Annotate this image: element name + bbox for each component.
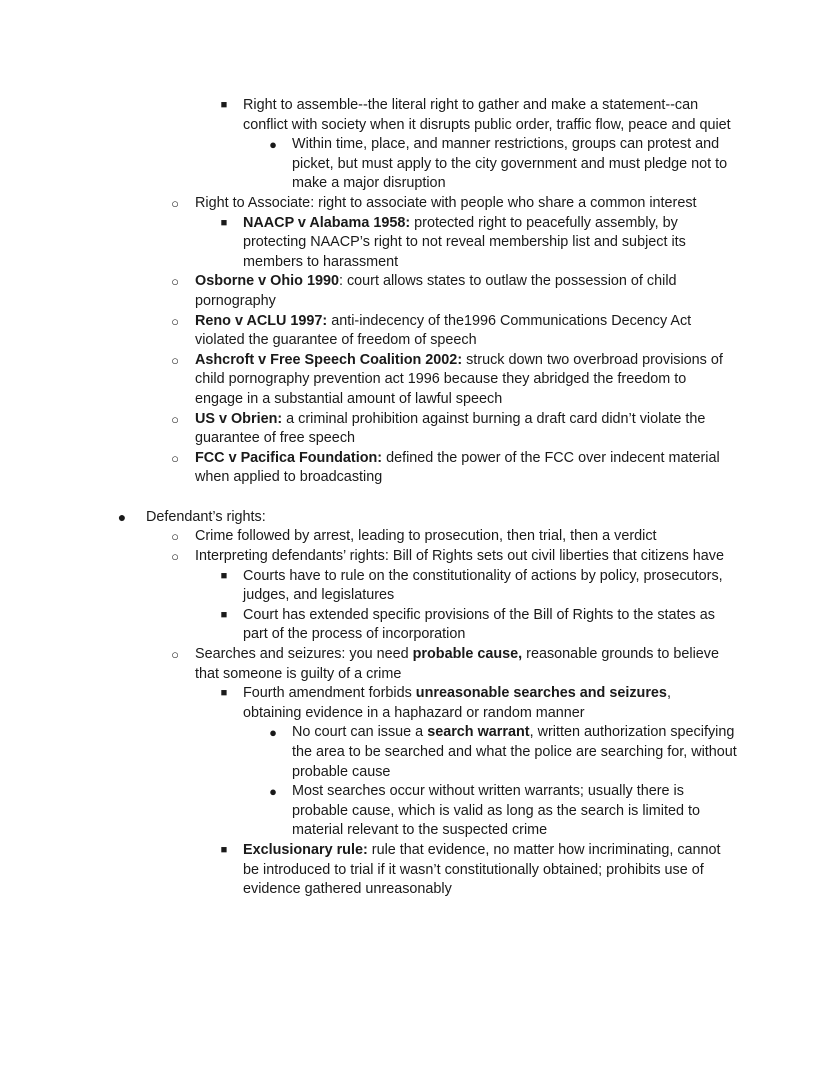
list-item xyxy=(220,567,733,606)
section-spacer xyxy=(0,488,828,508)
bold-term: US v Obrien: xyxy=(195,410,283,427)
list-item xyxy=(171,272,730,311)
filled-circle-bullet-icon: ● xyxy=(269,137,277,153)
text-run: struck down two overbroad provisions of child pornography prevention act 1996 because they abridged the freedom to engage in a substantial amount of lawful speech xyxy=(195,351,723,407)
text-run: rule that evidence, no matter how incriminating, cannot be introduced to trial if it wasn’t constitutionally obtained; prohibits use of evidence gathered unreasonably xyxy=(243,841,721,898)
bold-term: Osborne v Ohio 1990 xyxy=(195,273,339,290)
hollow-circle-bullet-icon: ○ xyxy=(171,549,179,565)
text-run: Searches and seizures: you need xyxy=(195,646,413,663)
hollow-circle-bullet-icon: ○ xyxy=(171,195,179,211)
bold-term: unreasonable searches and seizures xyxy=(415,685,667,702)
text-run: No court can issue a xyxy=(292,724,428,741)
bold-term: probable cause, xyxy=(412,646,523,663)
square-bullet-icon: ■ xyxy=(220,99,228,111)
text-run: Within time, place, and manner restrictions, groups can protest and picket, but must apply to the city government and must pledge not to make a major disruption xyxy=(292,136,728,192)
list-item xyxy=(220,841,733,900)
text-run: reasonable grounds to believe that someone is guilty of a crime xyxy=(195,646,719,682)
bold-term: Reno v ACLU 1997: xyxy=(195,312,328,329)
list-item xyxy=(171,645,730,684)
text-run: protected right to peacefully assembly, by protecting NAACP’s right to not reveal membership list and subject its members to harassment xyxy=(243,214,686,270)
list-item xyxy=(269,782,740,841)
text-run: Fourth amendment forbids xyxy=(243,685,416,702)
hollow-circle-bullet-icon: ○ xyxy=(171,529,179,545)
hollow-circle-bullet-icon: ○ xyxy=(171,352,179,368)
document-page xyxy=(0,96,828,900)
hollow-circle-bullet-icon: ○ xyxy=(171,274,179,290)
text-run: Right to Associate: right to associate with people who share a common interest xyxy=(195,194,697,211)
square-bullet-icon: ■ xyxy=(220,216,228,229)
list-item-text xyxy=(243,567,733,606)
list-item xyxy=(171,547,730,567)
list-item xyxy=(171,194,730,214)
filled-circle-bullet-icon: ● xyxy=(117,508,127,525)
text-run: a criminal prohibition against burning a draft card didn’t violate the guarantee of free speech xyxy=(195,410,706,447)
list-item-text xyxy=(243,606,733,645)
list-item-text xyxy=(292,135,740,194)
list-item xyxy=(269,723,740,782)
text-run: Most searches occur without written warrants; usually there is probable cause, which is valid as long as the search is limited to material relevant to the suspected crime xyxy=(292,783,700,839)
list-item xyxy=(220,684,733,723)
list-item-text xyxy=(146,508,706,528)
text-run: Right to assemble--the literal right to gather and make a statement--can conflict with society when it disrupts public order, traffic flow, peace and quiet xyxy=(243,97,731,133)
list-item-text xyxy=(195,410,730,449)
list-item-text xyxy=(243,214,733,273)
list-item xyxy=(220,96,733,135)
list-item xyxy=(171,527,730,547)
list-item-text xyxy=(243,96,733,135)
text-run: , written authorization specifying the area to be searched and what the police are searching for, without probable cause xyxy=(292,724,737,780)
list-item-text xyxy=(195,351,730,410)
list-item xyxy=(171,351,730,410)
bold-term: search warrant xyxy=(427,724,530,741)
list-item xyxy=(171,410,730,449)
hollow-circle-bullet-icon: ○ xyxy=(171,411,179,427)
list-item-text xyxy=(195,312,730,351)
bold-term: Ashcroft v Free Speech Coalition 2002: xyxy=(195,351,463,368)
list-item-text xyxy=(195,645,730,684)
bold-term: NAACP v Alabama 1958: xyxy=(243,214,411,231)
text-run: anti-indecency of the1996 Communications Decency Act violated the guarantee of freedom of speech xyxy=(195,312,692,349)
hollow-circle-bullet-icon: ○ xyxy=(171,313,179,329)
square-bullet-icon: ■ xyxy=(220,687,228,700)
list-item-text xyxy=(195,272,730,311)
list-item-text xyxy=(243,841,733,900)
text-run: Court has extended specific provisions of the Bill of Rights to the states as part of the process of incorporation xyxy=(243,606,715,643)
square-bullet-icon: ■ xyxy=(220,608,228,621)
filled-circle-bullet-icon: ● xyxy=(269,784,277,800)
list-item-text xyxy=(243,684,733,723)
list-item xyxy=(171,312,730,351)
list-item-text xyxy=(195,527,730,547)
hollow-circle-bullet-icon: ○ xyxy=(171,647,179,663)
text-run: Interpreting defendants’ rights: Bill of Rights sets out civil liberties that citizens have xyxy=(195,548,724,565)
list-item-text xyxy=(195,547,730,567)
text-run: : court allows states to outlaw the possession of child pornography xyxy=(195,273,677,309)
square-bullet-icon: ■ xyxy=(220,569,228,582)
hollow-circle-bullet-icon: ○ xyxy=(171,450,179,466)
list-item xyxy=(220,606,733,645)
square-bullet-icon: ■ xyxy=(220,843,228,856)
list-item-text xyxy=(292,723,740,782)
text-run: , obtaining evidence in a haphazard or random manner xyxy=(243,685,671,721)
list-item-text xyxy=(195,194,730,214)
filled-circle-bullet-icon: ● xyxy=(269,725,277,741)
list-item xyxy=(269,135,740,194)
text-run: defined the power of the FCC over indecent material when applied to broadcasting xyxy=(195,449,720,486)
list-item-text xyxy=(292,782,740,841)
list-item xyxy=(117,508,706,528)
bold-term: Exclusionary rule: xyxy=(243,841,368,858)
text-run: Courts have to rule on the constitutionality of actions by policy, prosecutors, judges, and legislatures xyxy=(243,567,723,604)
text-run: Crime followed by arrest, leading to prosecution, then trial, then a verdict xyxy=(195,528,657,545)
list-item xyxy=(220,214,733,273)
list-item xyxy=(171,449,730,488)
text-run: Defendant’s rights: xyxy=(146,508,266,525)
bold-term: FCC v Pacifica Foundation: xyxy=(195,449,383,466)
list-item-text xyxy=(195,449,730,488)
